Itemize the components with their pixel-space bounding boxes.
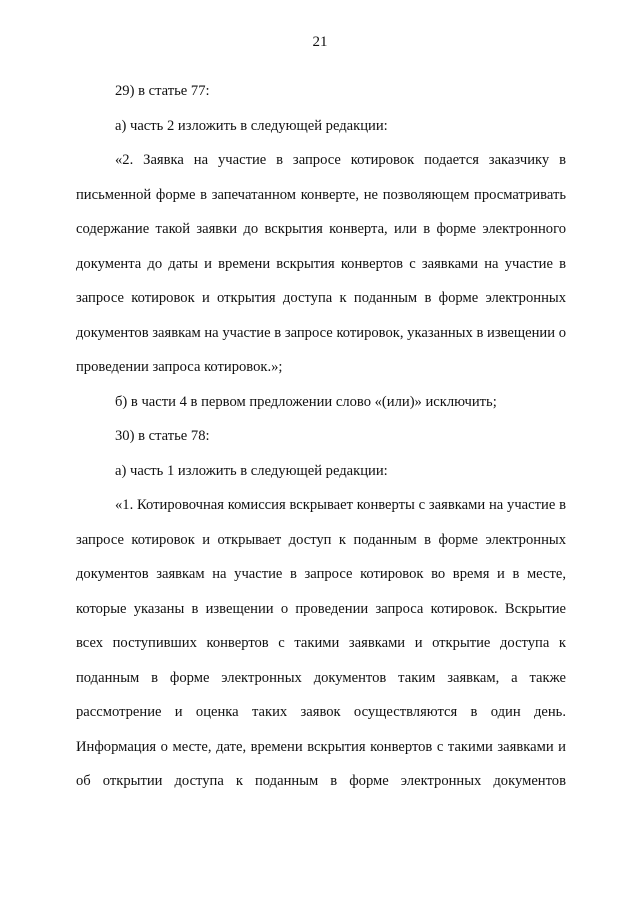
article-77-part-2-text: «2. Заявка на участие в запросе котировок подается заказчику в письменной форме в запечатанном конверте, не позволяющем просматривать содержание такой заявки до вскрытия конверта, или в форме электронного документа до даты и времени вскрытия конвертов с заявками на участие в запросе котировок и открытия доступа к поданным в форме электронных документов заявкам на участие в запросе котировок, указанных в извещении о проведении запроса котировок.»; [76, 152, 566, 375]
subitem-a-heading-2: а) часть 1 изложить в следующей редакции: [115, 462, 388, 479]
item-30-heading: 30) в статье 78: [115, 428, 210, 444]
item-29-heading: 29) в статье 77: [115, 83, 210, 99]
article-78-part-1-text: «1. Котировочная комиссия вскрывает конверты с заявками на участие в запросе котировок и открывает доступ к поданным в форме электронных документов заявкам на участие в запросе котировок во время и в месте, которые указаны в извещении о проведении запроса котировок. Вскрытие всех поступивших конвертов с такими заявками и открытие доступа к поданным в форме электронных документов таким заявкам, а также рассмотрение и оценка таких заявок осуществляются в один день. Информация о месте, дате, времени вскрытия конвертов с такими заявками и об открытии доступа к поданным в форме электронных документов [76, 497, 566, 789]
subitem-a-heading: а) часть 2 изложить в следующей редакции: [115, 117, 388, 134]
page-number: 21 [312, 34, 328, 50]
document-body [76, 74, 566, 799]
subitem-b-text: б) в части 4 в первом предложении слово «(или)» исключить; [115, 393, 497, 410]
